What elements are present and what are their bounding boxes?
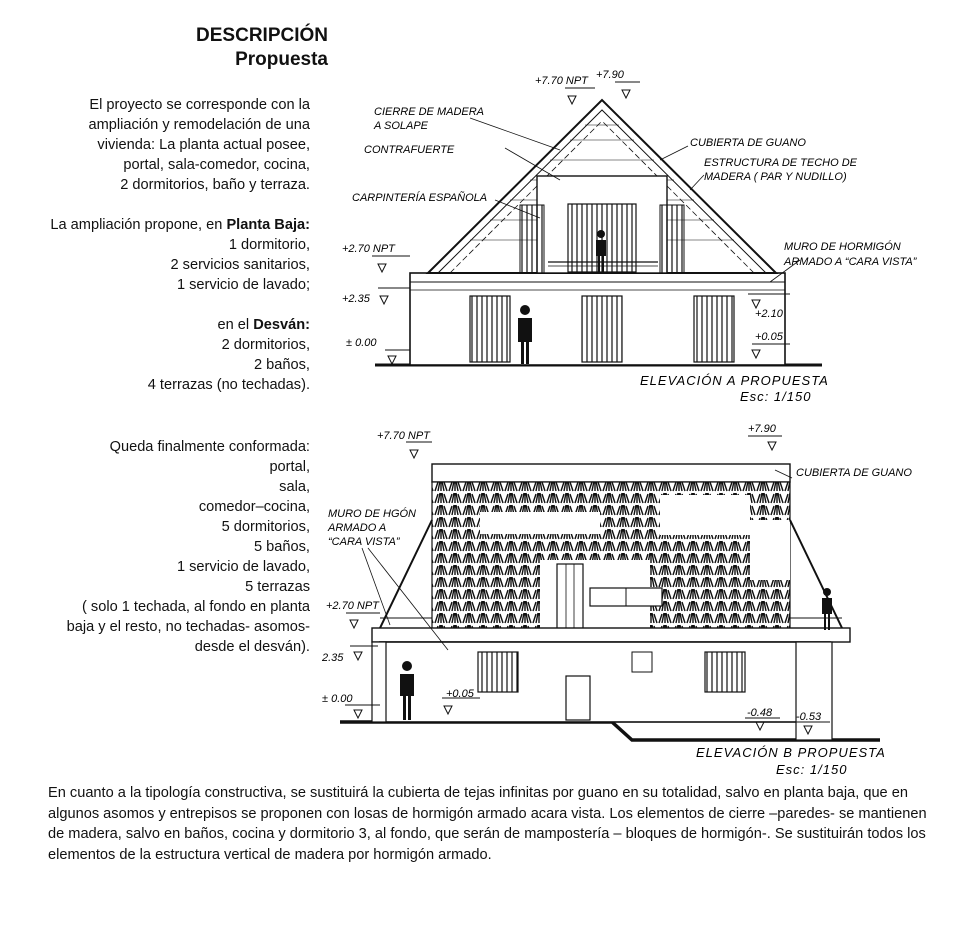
final-line: 5 terrazas [245, 579, 310, 595]
caption-elevation-b: ELEVACIÓN B PROPUESTA [696, 745, 886, 760]
final-line: 5 dormitorios, [221, 519, 310, 535]
intro-line: ampliación y remodelación de una [88, 117, 310, 133]
final-line: Queda finalmente conformada: [109, 439, 310, 455]
label-muro-b: MURO DE HGÓN [328, 508, 416, 520]
level-npt-270-b: +2.70 NPT [326, 600, 379, 612]
ground-item: 2 servicios sanitarios, [170, 257, 310, 273]
final-line: desde el desván). [194, 639, 310, 655]
label-cierre-2: A SOLAPE [374, 120, 429, 132]
level-npt-270: +2.70 NPT [342, 243, 395, 255]
level-m053-b: -0.53 [796, 711, 822, 723]
scale-elevation-b: Esc: 1/150 [776, 762, 848, 777]
level-790-b: +7.90 [748, 423, 776, 435]
level-005: +0.05 [755, 331, 783, 343]
level-npt-770: +7.70 NPT [535, 75, 588, 87]
label-muro-2: ARMADO A “CARA VISTA” [784, 256, 917, 268]
attic-item: 2 baños, [254, 357, 310, 373]
level-000: ± 0.00 [346, 337, 377, 349]
level-235: +2.35 [342, 293, 370, 305]
label-muro-b-3: “CARA VISTA” [328, 536, 400, 548]
label-cubierta-b: CUBIERTA DE GUANO [796, 467, 912, 479]
ground-heading: La ampliación propone, en Planta Baja: [50, 217, 310, 233]
final-line: sala, [279, 479, 310, 495]
attic-item: 2 dormitorios, [221, 337, 310, 353]
ground-item: 1 servicio de lavado; [176, 277, 310, 293]
elevation-a [372, 82, 822, 365]
final-line: 1 servicio de lavado, [176, 559, 310, 575]
level-000-b: ± 0.00 [322, 693, 353, 705]
scale-elevation-a: Esc: 1/150 [740, 389, 812, 404]
attic-heading: en el Desván: [217, 317, 310, 333]
elevation-b [340, 436, 880, 740]
label-muro: MURO DE HORMIGÓN [784, 241, 901, 253]
page-title: DESCRIPCIÓN [196, 25, 328, 46]
final-line: 5 baños, [254, 539, 310, 555]
label-muro-b-2: ARMADO A [328, 522, 387, 534]
intro-line: portal, sala-comedor, cocina, [123, 157, 310, 173]
label-carpinteria: CARPINTERÍA ESPAÑOLA [352, 192, 488, 204]
final-line: baja y el resto, no techadas- asomos- [66, 619, 310, 635]
final-line: comedor–cocina, [198, 499, 310, 515]
level-790: +7.90 [596, 69, 624, 81]
intro-line: vivienda: La planta actual posee, [97, 137, 310, 153]
intro-line: El proyecto se corresponde con la [89, 97, 310, 113]
level-005-b: +0.05 [446, 688, 474, 700]
label-cubierta: CUBIERTA DE GUANO [690, 137, 806, 149]
page-subtitle: Propuesta [235, 49, 328, 70]
level-235-b: 2.35 [322, 652, 344, 664]
ground-item: 1 dormitorio, [228, 237, 310, 253]
label-cierre: CIERRE DE MADERA [374, 106, 485, 118]
level-210: +2.10 [755, 308, 783, 320]
level-m048-b: -0.48 [747, 707, 773, 719]
label-estructura-2: MADERA ( PAR Y NUDILLO) [704, 171, 847, 183]
intro-line: 2 dormitorios, baño y terraza. [120, 177, 310, 193]
label-contrafuerte: CONTRAFUERTE [364, 144, 455, 156]
label-estructura: ESTRUCTURA DE TECHO DE [704, 157, 857, 169]
final-line: portal, [269, 459, 310, 475]
caption-elevation-a: ELEVACIÓN A PROPUESTA [640, 373, 829, 388]
level-npt-770-b: +7.70 NPT [377, 430, 430, 442]
person-figure [822, 588, 832, 630]
final-line: ( solo 1 techada, al fondo en planta [82, 599, 310, 615]
attic-item: 4 terrazas (no techadas). [147, 377, 310, 393]
construction-paragraph: En cuanto a la tipología constructiva, se sustituirá la cubierta de tejas infinitas por guano en su totalidad, salvo en planta baja, que en algunos asomos y entrepisos se proponen con losas de hormigón armado acara vista. Los elementos de cierre –paredes- se mantienen de madera, salvo en baños, cocina y dormitorio 3, al fondo, que serán de mampostería – bloques de hormigón-. Se sustituirán todos los elementos de la estructura vertical de madera por hormigón armado. [48, 785, 927, 863]
